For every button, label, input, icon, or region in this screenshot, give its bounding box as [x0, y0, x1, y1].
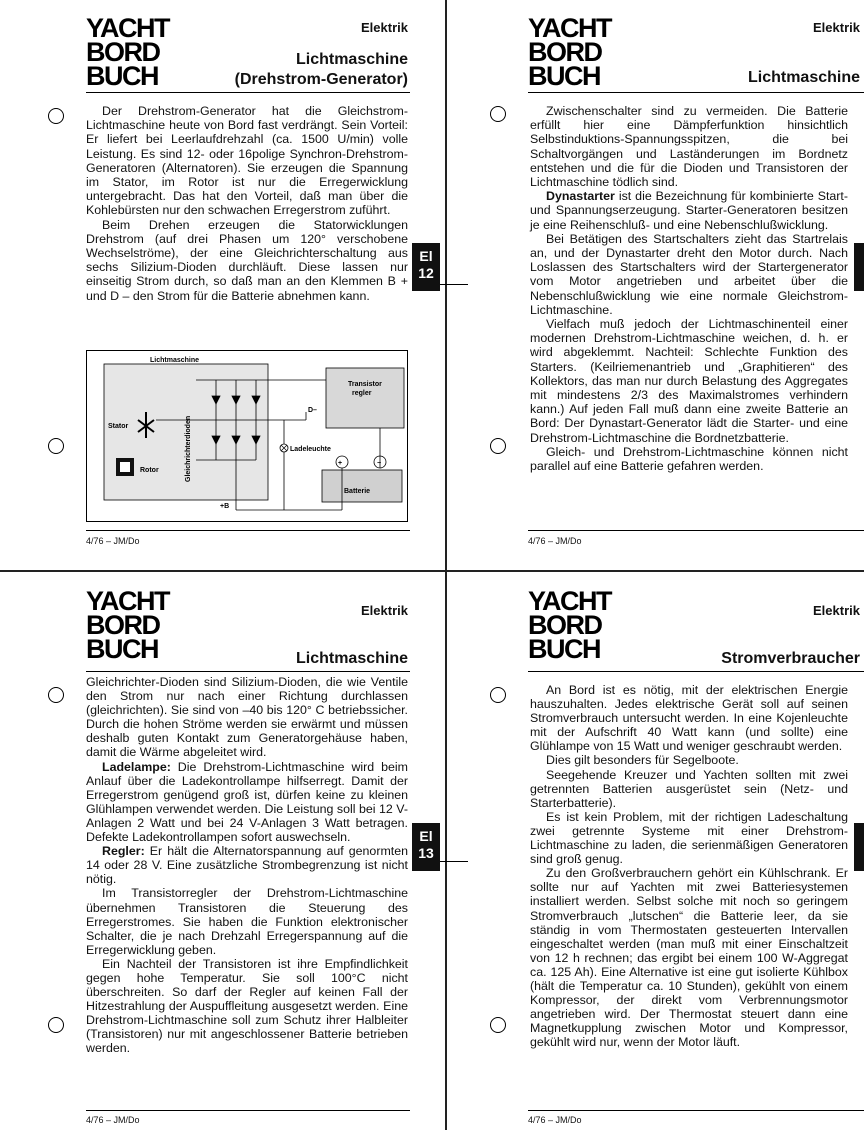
- logo-line-yacht: YACHT: [86, 586, 170, 616]
- circuit-diagram-svg: [86, 350, 408, 522]
- logo-line-buch: BUCH: [86, 634, 158, 664]
- page-footer: 4/76 – JM/Do: [86, 536, 140, 546]
- tab-label-line1: El: [419, 248, 433, 264]
- paragraph: Zu den Großverbrauchern gehört ein Kühlschrank. Er sollte nur auf Yachten mit zwei Batteriesystemen installiert werden. Selbst solche mit noch so geringem Stromverbrauch „lutschen“ die Batterie leer, da sie ständig in vom Thermostaten gesteuerten Intervallen eingeschaltet werden (man muß mit einer Einschaltzeit von 12 h rechnen; das ergibt bei einem 100 W-Aggregat ca. 125 Ah). Eine Alternative ist eine gut isolierte Kühlbox (hält die Temperatur ca. 10 Stunden), gekühlt von einem Kompressor, der direkt vom Verbrennungsmotor angetrieben wird. Der Thermostat steuert dann eine Magnetkupplung zwischen Motor und Kompressor, gekühlt wird nur, wenn der Motor läuft.: [530, 866, 848, 1050]
- logo-line-yacht: YACHT: [528, 586, 612, 616]
- paragraph: Es ist kein Problem, mit der richtigen Ladeschaltung zwei getrennte Systeme mit einer Drehstrom-Lichtmaschine zu laden, die serienmäßigen Generatoren sind groß genug.: [530, 809, 848, 867]
- paragraph: Bei Betätigen des Startschalters zieht das Startrelais an, und der Dynastarter dreht den Motor durch. Nach Loslassen des Startschalters wird der Startergenerator vom Motor angetrieben und arbeitet über die Nebenschlußwicklung wie eine normale Gleichstrom-Lichtmaschine.: [530, 231, 848, 317]
- binder-hole-icon: [490, 106, 506, 122]
- page-stromverbraucher: [448, 573, 864, 1138]
- footer-rule: [86, 1110, 410, 1111]
- page-title-line1: Lichtmaschine: [747, 69, 860, 86]
- diagram-label-stator: Stator: [108, 423, 129, 430]
- page-title-line1: Lichtmaschine: [295, 650, 408, 667]
- horizontal-page-divider: [0, 570, 864, 572]
- footer-rule: [528, 530, 864, 531]
- binder-hole-icon: [490, 438, 506, 454]
- page-lichtmaschine-drehstrom: [0, 0, 432, 565]
- paragraph: Ein Nachteil der Transistoren ist ihre Empfindlichkeit gegen hohe Temperatur. Sie soll 100°C nicht überschreiten. So darf der Regler auf keinen Fall der Hitzestrahlung der Auspuffleitung ausgesetzt werden. Eine Drehstrom-Lichtmaschine soll zum Schutz ihrer Halbleiter (Transistoren) nur mit angeschlossener Batterie betrieben werden.: [86, 956, 408, 1056]
- body-text: [530, 683, 848, 1049]
- body-text: [530, 104, 848, 473]
- diagram-label-plus: +: [338, 460, 343, 467]
- yacht-bord-buch-logo: [86, 586, 178, 664]
- header-rule: [86, 671, 410, 672]
- body-text: [86, 675, 408, 1056]
- logo-line-bord: BORD: [528, 610, 602, 640]
- logo-line-bord: BORD: [86, 610, 160, 640]
- section-label: Elektrik: [813, 603, 860, 618]
- page-lichtmaschine-dioden: [0, 573, 432, 1138]
- page-title-line1: Lichtmaschine: [295, 51, 408, 68]
- page-title: [235, 50, 408, 90]
- section-label: Elektrik: [813, 20, 860, 35]
- diagram-label-minus: −: [377, 460, 382, 467]
- regulator-box: [326, 368, 404, 428]
- diagram-label-batterie: Batterie: [344, 488, 371, 495]
- paragraph: Gleichrichter-Dioden sind Silizium-Dioden, die wie Ventile den Strom nur nach einer Richtung durchlassen (gleichrichten). Sie sind von –40 bis 120° C betriebssicher. Durch die hohen Ströme werden sie erwärmt und müssen deshalb guten Kontakt zum Generatorgehäuse haben, damit die Wärme abgeleitet wird.: [86, 675, 408, 760]
- battery-box: [322, 470, 402, 502]
- diagram-label-ladeleuchte: Ladeleuchte: [290, 446, 331, 453]
- page-title: [296, 649, 408, 669]
- body-text: [86, 104, 408, 303]
- section-label: Elektrik: [361, 603, 408, 618]
- page-title-line2: (Drehstrom-Generator): [234, 71, 408, 88]
- diagram-label-gleichrichter: Gleichrichterdioden: [185, 415, 192, 482]
- header-rule: [86, 92, 410, 93]
- paragraph-regler: Regler: Er hält die Alternatorspannung auf genormten 14 oder 28 V. Eine zusätzliche Strombegrenzung ist nicht nötig.: [86, 844, 408, 887]
- page-footer: 4/76 – JM/Do: [528, 1115, 582, 1125]
- diagram-label-d-minus: D–: [308, 407, 317, 414]
- logo-line-buch: BUCH: [528, 61, 600, 91]
- page-lichtmaschine-fortsetzung: [448, 0, 864, 565]
- diagram-label-lichtmaschine: Lichtmaschine: [150, 357, 200, 364]
- header-rule: [528, 671, 864, 672]
- logo-line-yacht: YACHT: [528, 13, 612, 43]
- paragraph: Zwischenschalter sind zu vermeiden. Die Batterie erfüllt hier eine Dämpferfunktion hinsichtlich Selbstinduktions-Spannungsspitzen, die bei Schaltvorgängen und Laständerungen im Bordnetz entstehen und die für die Dioden und Transistoren der Lichtmaschine tödlich sind.: [530, 104, 848, 190]
- page-title: [721, 649, 860, 669]
- vertical-page-divider: [445, 0, 447, 1130]
- tab-label-line1: El: [419, 828, 433, 844]
- tab-label-line2: 13: [418, 845, 434, 861]
- binder-hole-icon: [48, 438, 64, 454]
- section-tab-el-12: [412, 243, 440, 291]
- rotor-core: [120, 462, 130, 472]
- alternator-circuit-diagram: [86, 350, 408, 522]
- logo-line-buch: BUCH: [528, 634, 600, 664]
- paragraph: Gleich- und Drehstrom-Lichtmaschine können nicht parallel auf eine Batterie gefahren werden.: [530, 444, 848, 474]
- yacht-bord-buch-logo: [86, 13, 178, 91]
- binder-hole-icon: [48, 687, 64, 703]
- diagram-label-rotor: Rotor: [140, 467, 159, 474]
- binder-hole-icon: [490, 687, 506, 703]
- page-footer: 4/76 – JM/Do: [86, 1115, 140, 1125]
- yacht-bord-buch-logo: [528, 586, 620, 664]
- page-title-line1: Stromverbraucher: [721, 650, 860, 667]
- page-title: [748, 68, 860, 88]
- binder-hole-icon: [48, 1017, 64, 1033]
- logo-line-buch: BUCH: [86, 61, 158, 91]
- footer-rule: [86, 530, 410, 531]
- paragraph: Vielfach muß jedoch der Lichtmaschinenteil einer modernen Drehstrom-Lichtmaschine weichen, d. h. er wird abgeklemmt. Nachteil: Schlechte Funktion des Starters. (Keilriemenantrieb und „Graphitieren“ des Kollektors, das man nur durch Belastung des Aggregates mit mindestens 2/3 des Maximalstromes verhindern kann.) Auf jeden Fall muß dann eine zweite Batterie an Bord: Der Dynastart-Generator lädt die Starter- und eine Drehstrom-Lichtmaschine die Bordnetzbatterie.: [530, 317, 848, 445]
- binder-hole-icon: [490, 1017, 506, 1033]
- paragraph: Seegehende Kreuzer und Yachten sollten mit zwei getrennten Batterien ausgerüstet sein (Netz- und Starterbatterie).: [530, 767, 848, 810]
- section-tab-el-13: [412, 823, 440, 871]
- section-tab-edge: [854, 823, 864, 871]
- footer-rule: [528, 1110, 864, 1111]
- paragraph: Beim Drehen erzeugen die Statorwicklungen Drehstrom (auf drei Phasen um 120° verschobene Wechselströme), der eine Gleichrichterschaltung aus sechs Silizium-Dioden durchläuft. Diese lassen nur einseitig Strom durch, so daß man an den Klemmen B + und D – den Strom für die Batterie abnehmen kann.: [86, 217, 408, 303]
- diagram-label-regler-1: Transistor: [348, 381, 382, 388]
- paragraph: Der Drehstrom-Generator hat die Gleichstrom-Lichtmaschine heute von Bord fast verdrängt. Sein Vorteil: Er liefert bei Leerlaufdrehzahl (ca. 1500 U/min) volle Leistung. Es sind 12- oder 16polige Synchron-Drehstrom-Generatoren (Alternatoren). Sie erzeugen die Spannung im Stator, im Rotor ist nur die Erregerwicklung untergebracht. Das hat den Vorteil, daß man über die Kohlebürsten nur den schwachen Erregerstrom zuführt.: [86, 104, 408, 218]
- paragraph: An Bord ist es nötig, mit der elektrischen Energie hauszuhalten. Jedes elektrische Gerät soll auf seinen Stromverbrauch untersucht werden. In eine Kojenleuchte mit der Aufschrift 40 Watt kann (und sollte) eine Glühlampe von 15 Watt und weniger geschraubt werden.: [530, 683, 848, 754]
- binder-hole-icon: [48, 108, 64, 124]
- header-rule: [528, 92, 864, 93]
- logo-line-yacht: YACHT: [86, 13, 170, 43]
- diagram-label-b-plus: +B: [220, 503, 230, 510]
- section-tab-edge: [854, 243, 864, 291]
- diagram-label-regler-2: regler: [352, 390, 372, 397]
- paragraph-ladelampe: Ladelampe: Die Drehstrom-Lichtmaschine wird beim Anlauf über die Ladekontrollampe hilfserregt. Damit der Erregerstrom genügend groß ist, dürfen keine zu kleinen Glühlampen verwendet werden. Die Leistung soll bei 12 V-Anlagen 2 Watt und bei 24 V-Anlagen 3 Watt betragen. Defekte Ladekontrollampen sofort auswechseln.: [86, 759, 408, 845]
- paragraph: Im Transistorregler der Drehstrom-Lichtmaschine übernehmen Transistoren die Steuerung des Erregerstromes. Sie haben die Funktion elektronischer Schalter, die je nach Drehzahl Erregerspannung auf die Erregerwicklung geben.: [86, 886, 408, 957]
- paragraph-dynastarter: Dynastarter ist die Bezeichnung für kombinierte Start- und Spannungserzeugung. Starter-Generatoren besitzen je eine Reihenschluß- und eine Nebenschlußwicklung.: [530, 189, 848, 232]
- yacht-bord-buch-logo: [528, 13, 620, 91]
- logo-line-bord: BORD: [86, 37, 160, 67]
- section-label: Elektrik: [361, 20, 408, 35]
- page-footer: 4/76 – JM/Do: [528, 536, 582, 546]
- logo-line-bord: BORD: [528, 37, 602, 67]
- tab-label-line2: 12: [418, 265, 434, 281]
- paragraph: Dies gilt besonders für Segelboote.: [546, 753, 739, 768]
